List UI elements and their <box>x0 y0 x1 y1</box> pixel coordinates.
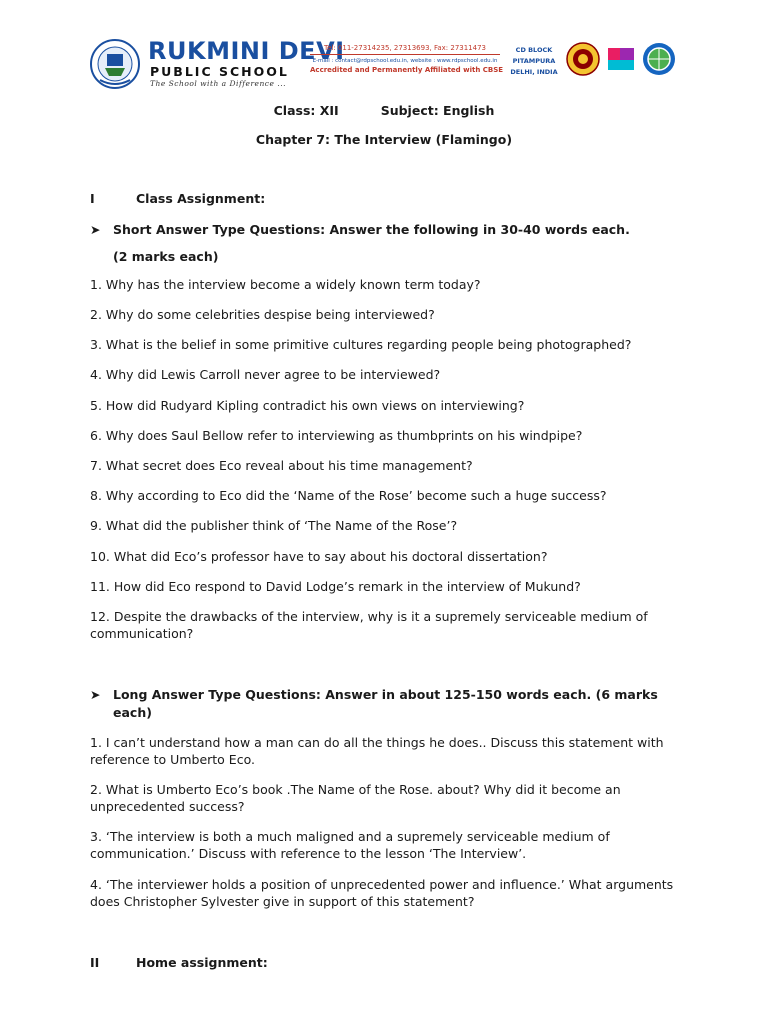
question-item: 5. How did Rudyard Kipling contradict his own views on interviewing? <box>90 398 525 413</box>
school-name: RUKMINI DEVI <box>148 37 345 65</box>
section-number: II <box>90 955 100 970</box>
question-item: 2. What is Umberto Eco’s book .The Name of the Rose. about? Why did it become an unprecedented success? <box>90 782 621 814</box>
question-item: 3. ‘The interview is both a much maligned and a supremely serviceable medium of communication.’ Discuss with reference to the lesson ‘The Interview’. <box>90 829 610 861</box>
section-heading-class-assignment <box>90 191 265 206</box>
chapter-title: Chapter 7: The Interview (Flamingo) <box>255 132 513 147</box>
question-item: 9. What did the publisher think of ‘The Name of the Rose’? <box>90 518 458 533</box>
question-item: 10. What did Eco’s professor have to say about his doctoral dissertation? <box>90 549 548 564</box>
question-item: 1. Why has the interview become a widely known term today? <box>90 277 481 292</box>
class-subject-line <box>0 103 768 118</box>
school-tagline: The School with a Difference ... <box>150 79 286 88</box>
long-answer-heading-text: Long Answer Type Questions: Answer in about 125-150 words each. (6 marks each) <box>113 687 658 720</box>
section-title: Class Assignment: <box>136 191 266 206</box>
globe-logo-icon <box>642 42 676 76</box>
contact-email: E-mail : contact@rdpschool.edu.in, website : www.rdpschool.edu.in <box>312 58 498 64</box>
question-item: 3. What is the belief in some primitive cultures regarding people being photographed? <box>90 337 632 352</box>
contact-phone: Tel: 011-27314235, 27313693, Fax: 27311473 <box>310 44 500 55</box>
letterhead <box>88 36 680 90</box>
international-logo-icon <box>604 42 638 76</box>
address-line: PITAMPURA <box>512 57 556 65</box>
section-heading-home-assignment <box>90 955 268 970</box>
question-item: 8. Why according to Eco did the ‘Name of the Rose’ become such a huge success? <box>90 488 607 503</box>
short-answer-heading-text: Short Answer Type Questions: Answer the following in 30-40 words each. <box>113 222 630 237</box>
question-item: 2. Why do some celebrities despise being interviewed? <box>90 307 435 322</box>
school-crest-icon <box>88 38 142 90</box>
school-subtitle: PUBLIC SCHOOL <box>150 64 289 79</box>
address-line: CD BLOCK <box>515 46 553 54</box>
short-answer-marks: (2 marks each) <box>113 249 219 264</box>
subject-label: Subject: English <box>380 103 495 118</box>
question-item: 7. What secret does Eco reveal about his time management? <box>90 458 473 473</box>
question-item: 4. Why did Lewis Carroll never agree to be interviewed? <box>90 367 441 382</box>
question-item: 4. ‘The interviewer holds a position of unprecedented power and influence.’ What arguments does Christopher Sylvester give in support of this statement? <box>90 877 674 909</box>
contact-box <box>310 44 504 74</box>
address-block <box>504 45 564 78</box>
arrow-bullet-icon: ➤ <box>90 687 101 702</box>
question-item: 11. How did Eco respond to David Lodge’s remark in the interview of Mukund? <box>90 579 581 594</box>
question-item: 6. Why does Saul Bellow refer to interviewing as thumbprints on his windpipe? <box>90 428 583 443</box>
class-label: Class: XII <box>273 103 339 118</box>
section-number: I <box>90 191 95 206</box>
question-item: 1. I can’t understand how a man can do all the things he does.. Discuss this statement with reference to Umberto Eco. <box>90 735 664 767</box>
question-item: 12. Despite the drawbacks of the interview, why is it a supremely serviceable medium of communication? <box>90 609 648 641</box>
arrow-bullet-icon: ➤ <box>90 222 101 237</box>
emblem-logo-icon <box>566 42 600 76</box>
short-answer-heading <box>90 221 690 239</box>
section-title: Home assignment: <box>136 955 268 970</box>
long-answer-heading <box>90 686 690 722</box>
address-line: DELHI, INDIA <box>510 68 558 76</box>
affiliation-text: Accredited and Permanently Affiliated with CBSE <box>310 66 504 74</box>
